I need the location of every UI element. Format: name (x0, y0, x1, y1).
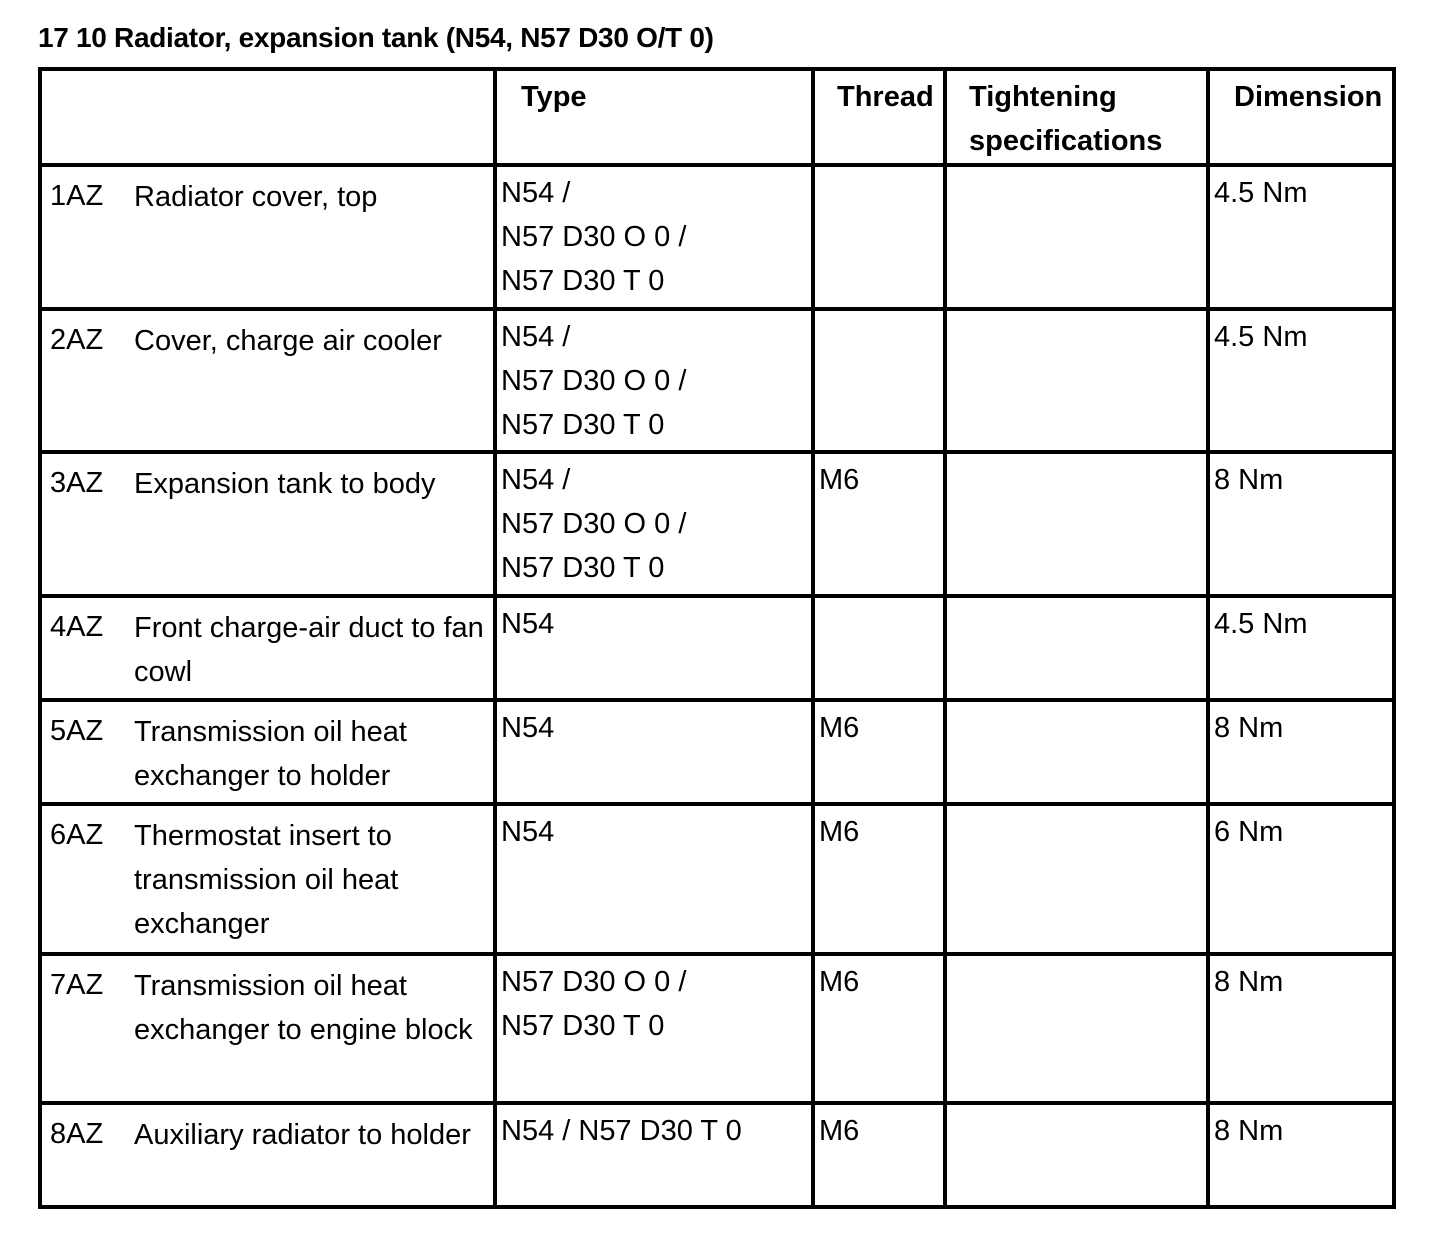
row-dimension: 8 Nm (1214, 966, 1284, 998)
cell-tightening (945, 1103, 1208, 1207)
row-part: Radiator cover, top (134, 181, 378, 213)
cell-thread (813, 596, 945, 700)
header-thread (813, 69, 945, 165)
row-part: Front charge-air duct to fan cowl (134, 612, 484, 688)
cell-tightening (945, 309, 1208, 452)
cell-type (495, 804, 813, 954)
row-thread: M6 (819, 712, 860, 744)
cell-thread (813, 1103, 945, 1207)
table-row (40, 804, 1394, 954)
row-part: Cover, charge air cooler (134, 325, 442, 357)
table-row (40, 165, 1394, 309)
header-type-label: Type (521, 81, 587, 113)
cell-type (495, 452, 813, 596)
table-row (40, 309, 1394, 452)
row-id: 8AZ (50, 1118, 104, 1150)
row-id: 4AZ (50, 611, 104, 643)
row-part: Transmission oil heat exchanger to engine block (134, 970, 473, 1046)
table-row (40, 954, 1394, 1103)
cell-type (495, 954, 813, 1103)
cell-dimension (1208, 165, 1394, 309)
row-type: N54 / N57 D30 O 0 / N57 D30 T 0 (501, 321, 687, 441)
row-dimension: 6 Nm (1214, 816, 1284, 848)
cell-id (40, 804, 134, 954)
table-row (40, 700, 1394, 804)
row-thread (815, 598, 943, 602)
header-thread-label: Thread (837, 81, 934, 113)
cell-id (40, 452, 134, 596)
row-dimension: 4.5 Nm (1214, 177, 1308, 209)
row-type: N54 / N57 D30 O 0 / N57 D30 T 0 (501, 464, 687, 584)
row-thread: M6 (819, 1115, 860, 1147)
cell-type (495, 596, 813, 700)
row-tightening (947, 702, 1206, 706)
row-thread (815, 311, 943, 315)
cell-id (40, 596, 134, 700)
row-dimension: 8 Nm (1214, 1115, 1284, 1147)
cell-type (495, 700, 813, 804)
cell-thread (813, 700, 945, 804)
row-type: N54 / N57 D30 O 0 / N57 D30 T 0 (501, 177, 687, 297)
row-part: Thermostat insert to transmission oil heat exchanger (134, 820, 399, 940)
cell-dimension (1208, 954, 1394, 1103)
cell-part (134, 165, 495, 309)
row-type: N54 (501, 712, 555, 744)
cell-type (495, 1103, 813, 1207)
cell-thread (813, 165, 945, 309)
row-tightening (947, 806, 1206, 810)
row-id: 5AZ (50, 715, 104, 747)
row-type: N54 (501, 816, 555, 848)
cell-dimension (1208, 596, 1394, 700)
row-dimension: 4.5 Nm (1214, 608, 1308, 640)
row-tightening (947, 311, 1206, 315)
table-row (40, 452, 1394, 596)
cell-part (134, 954, 495, 1103)
cell-thread (813, 452, 945, 596)
row-id: 2AZ (50, 324, 104, 356)
row-id: 6AZ (50, 819, 104, 851)
row-tightening (947, 454, 1206, 458)
cell-tightening (945, 165, 1208, 309)
row-type: N57 D30 O 0 / N57 D30 T 0 (501, 966, 687, 1042)
header-type (495, 69, 813, 165)
cell-part (134, 452, 495, 596)
cell-id (40, 1103, 134, 1207)
header-tightening-label: Tightening specifications (969, 81, 1163, 157)
row-id: 3AZ (50, 467, 104, 499)
cell-tightening (945, 452, 1208, 596)
cell-part (134, 596, 495, 700)
cell-part (134, 804, 495, 954)
cell-part (134, 309, 495, 452)
header-tightening (945, 69, 1208, 165)
row-part: Transmission oil heat exchanger to holder (134, 716, 407, 792)
cell-dimension (1208, 452, 1394, 596)
table-header-row (40, 69, 1394, 165)
row-dimension: 8 Nm (1214, 464, 1284, 496)
cell-thread (813, 309, 945, 452)
cell-type (495, 165, 813, 309)
row-id: 1AZ (50, 180, 104, 212)
cell-tightening (945, 596, 1208, 700)
cell-id (40, 954, 134, 1103)
row-type: N54 (501, 608, 555, 640)
header-dimension (1208, 69, 1394, 165)
page-title: 17 10 Radiator, expansion tank (N54, N57 D30 O/T 0) (38, 22, 714, 53)
cell-id (40, 165, 134, 309)
cell-thread (813, 954, 945, 1103)
torque-spec-table (38, 67, 1396, 1209)
cell-id (40, 700, 134, 804)
cell-dimension (1208, 804, 1394, 954)
row-part: Expansion tank to body (134, 468, 436, 500)
table-row (40, 596, 1394, 700)
row-thread (815, 167, 943, 171)
table-body (40, 165, 1394, 1207)
row-dimension: 8 Nm (1214, 712, 1284, 744)
cell-part (134, 700, 495, 804)
cell-dimension (1208, 1103, 1394, 1207)
cell-tightening (945, 804, 1208, 954)
cell-tightening (945, 700, 1208, 804)
row-tightening (947, 598, 1206, 602)
row-tightening (947, 956, 1206, 960)
cell-dimension (1208, 309, 1394, 452)
row-thread: M6 (819, 816, 860, 848)
cell-thread (813, 804, 945, 954)
cell-part (134, 1103, 495, 1207)
row-thread: M6 (819, 966, 860, 998)
row-id: 7AZ (50, 969, 104, 1001)
cell-dimension (1208, 700, 1394, 804)
header-dimension-label: Dimension (1234, 81, 1383, 113)
header-blank (40, 69, 495, 165)
cell-tightening (945, 954, 1208, 1103)
row-tightening (947, 1105, 1206, 1109)
row-tightening (947, 167, 1206, 171)
row-type: N54 / N57 D30 T 0 (501, 1115, 742, 1147)
row-dimension: 4.5 Nm (1214, 321, 1308, 353)
cell-id (40, 309, 134, 452)
cell-type (495, 309, 813, 452)
row-thread: M6 (819, 464, 860, 496)
row-part: Auxiliary radiator to holder (134, 1119, 471, 1151)
table-row (40, 1103, 1394, 1207)
